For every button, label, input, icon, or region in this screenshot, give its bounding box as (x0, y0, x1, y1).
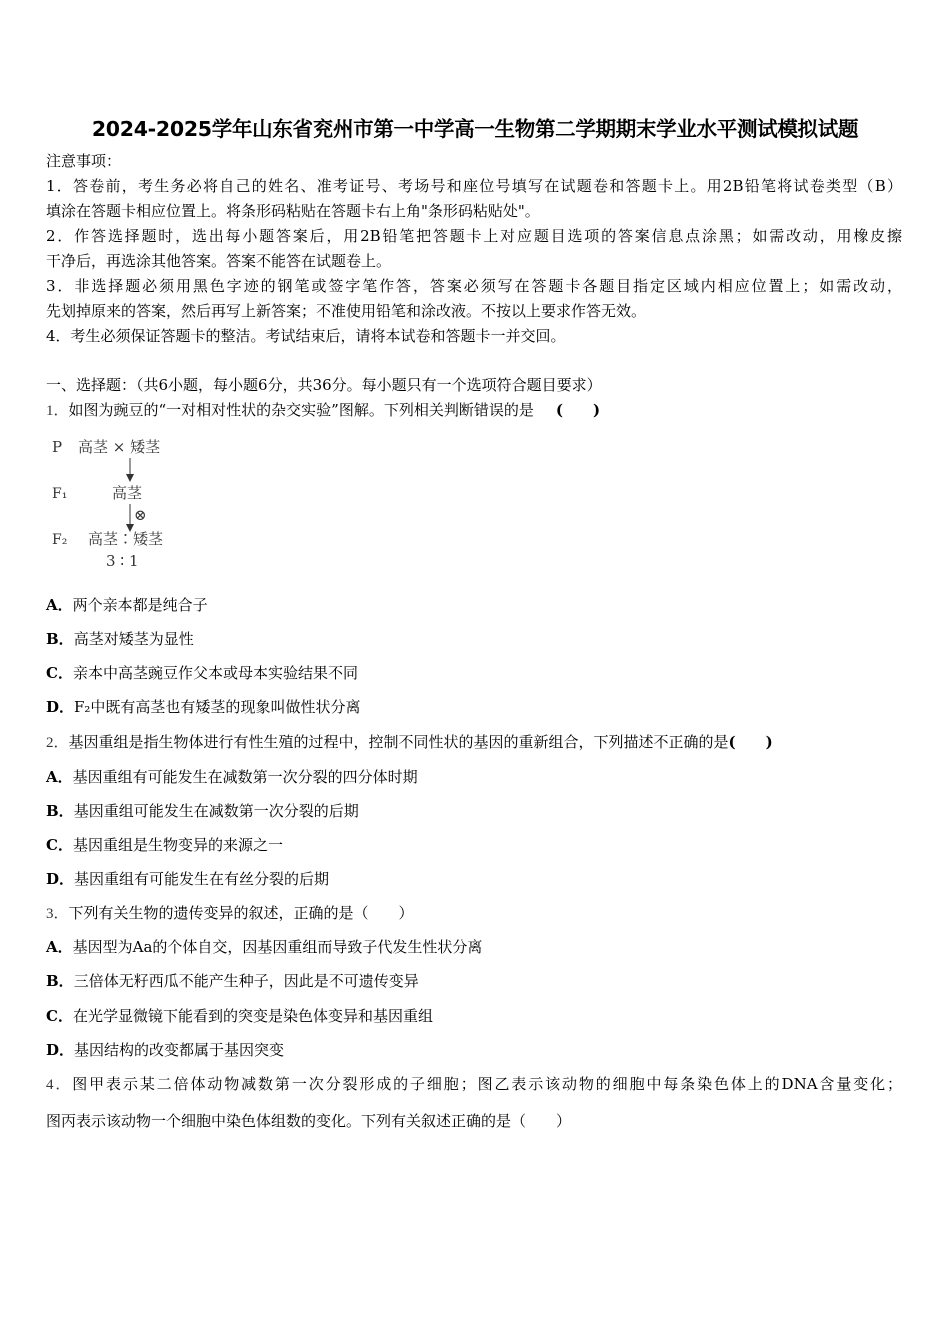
diagram-f1-text: 高茎 (112, 484, 143, 502)
section-heading: 一、选择题：（共6小题，每小题6分，共36分。每小题只有一个选项符合题目要求） (46, 376, 602, 394)
option-text: 基因重组有可能发生在减数第一次分裂的四分体时期 (72, 768, 418, 786)
diagram-arrowhead (126, 474, 134, 482)
option-text: 基因型为Aa的个体自交，因基因重组而导致子代发生性状分离 (72, 938, 483, 956)
option-text: 三倍体无籽西瓜不能产生种子，因此是不可遗传变异 (73, 972, 419, 990)
notice-line: 填涂在答题卡相应位置上。将条形码粘贴在答题卡右上角"条形码粘贴处"。 (46, 202, 540, 220)
notice-line: 4．考生必须保证答题卡的整洁。考试结束后，请将本试卷和答题卡一并交回。 (46, 327, 566, 345)
option-letter: D． (46, 698, 75, 716)
option-letter: C． (46, 836, 73, 854)
option (46, 595, 208, 615)
option (46, 801, 359, 821)
option-letter: B． (46, 972, 74, 990)
option-text: 两个亲本都是纯合子 (72, 596, 208, 614)
option (46, 663, 358, 683)
question-number: 4． (46, 1077, 73, 1093)
diagram-p-text: 高茎 × 矮茎 (78, 438, 161, 456)
question-text: 如图为豌豆的“一对相对性状的杂交实验”图解。下列相关判断错误的是 (68, 401, 534, 419)
question-text: 图甲表示某二倍体动物减数第一次分裂形成的子细胞；图乙表示该动物的细胞中每条染色体上的DNA含量变化； (72, 1075, 902, 1093)
question-text: 基因重组是指生物体进行有性生殖的过程中，控制不同性状的基因的重新组合，下列描述不正确的是 (68, 733, 729, 751)
question-number: 3． (46, 906, 69, 922)
option-letter: C． (46, 664, 73, 682)
option-letter: A． (46, 938, 73, 956)
question-4-stem-cont: 图丙表示该动物一个细胞中染色体组数的变化。下列有关叙述正确的是（ ） (46, 1112, 572, 1130)
notice-line: 1．答卷前，考生务必将自己的姓名、准考证号、考场号和座位号填写在试题卷和答题卡上。用2B铅笔将试卷类型（B） (46, 177, 902, 195)
answer-paren: ( ) (555, 401, 601, 419)
diagram-f1-label: F₁ (52, 486, 68, 502)
option-text: 基因结构的改变都属于基因突变 (74, 1041, 285, 1059)
question-3-stem (46, 903, 414, 924)
option (46, 937, 482, 957)
notice-line: 干净后，再选涂其他答案。答案不能答在试题卷上。 (46, 252, 392, 270)
cross-diagram (50, 432, 210, 572)
notice-line: 3．非选择题必须用黑色字迹的钢笔或签字笔作答，答案必须写在答题卡各题目指定区域内相应位置上；如需改动， (46, 277, 902, 295)
option-letter: D． (46, 1041, 75, 1059)
option-text: 在光学显微镜下能看到的突变是染色体变异和基因重组 (72, 1007, 433, 1025)
option (46, 1040, 284, 1060)
option-letter: B． (46, 802, 74, 820)
question-2-stem (46, 732, 773, 753)
selfing-icon: ⊗ (134, 506, 147, 524)
question-4-stem (46, 1074, 902, 1095)
option (46, 971, 419, 991)
notice-line: 2．作答选择题时，选出每小题答案后，用2B铅笔把答题卡上对应题目选项的答案信息点涂黑；如需改动，用橡皮擦 (46, 227, 902, 245)
option-text: 基因重组可能发生在减数第一次分裂的后期 (73, 802, 359, 820)
question-1-stem (46, 400, 600, 421)
option-text: 基因重组有可能发生在有丝分裂的后期 (74, 870, 330, 888)
diagram-p-label: P (52, 438, 63, 456)
option (46, 869, 329, 889)
option (46, 767, 418, 787)
answer-paren: ( ) (728, 733, 773, 751)
diagram-f2-text: 高茎∶矮茎 (88, 530, 164, 548)
option-letter: B． (46, 630, 74, 648)
question-number: 2． (46, 735, 69, 751)
diagram-ratio: 3 ∶ 1 (106, 552, 139, 570)
diagram-f2-label: F₂ (52, 532, 68, 548)
question-number: 1． (46, 403, 69, 419)
option-letter: D． (46, 870, 75, 888)
notice-heading: 注意事项： (46, 152, 122, 170)
option-letter: A． (46, 768, 73, 786)
option-text: 高茎对矮茎为显性 (73, 630, 194, 648)
option (46, 629, 194, 649)
option-text: 亲本中高茎豌豆作父本或母本实验结果不同 (72, 664, 358, 682)
option-text: 基因重组是生物变异的来源之一 (72, 836, 283, 854)
question-text: 下列有关生物的遗传变异的叙述，正确的是（ ） (68, 904, 414, 922)
option (46, 697, 360, 717)
notice-line: 先划掉原来的答案，然后再写上新答案；不准使用铅笔和涂改液。不按以上要求作答无效。 (46, 302, 647, 320)
page-title: 2024-2025学年山东省兖州市第一中学高一生物第二学期期末学业水平测试模拟试题 (91, 117, 859, 141)
option-letter: C． (46, 1007, 73, 1025)
option-text: F₂中既有高茎也有矮茎的现象叫做性状分离 (74, 698, 361, 716)
option (46, 1006, 433, 1026)
option-letter: A． (46, 596, 73, 614)
option (46, 835, 283, 855)
